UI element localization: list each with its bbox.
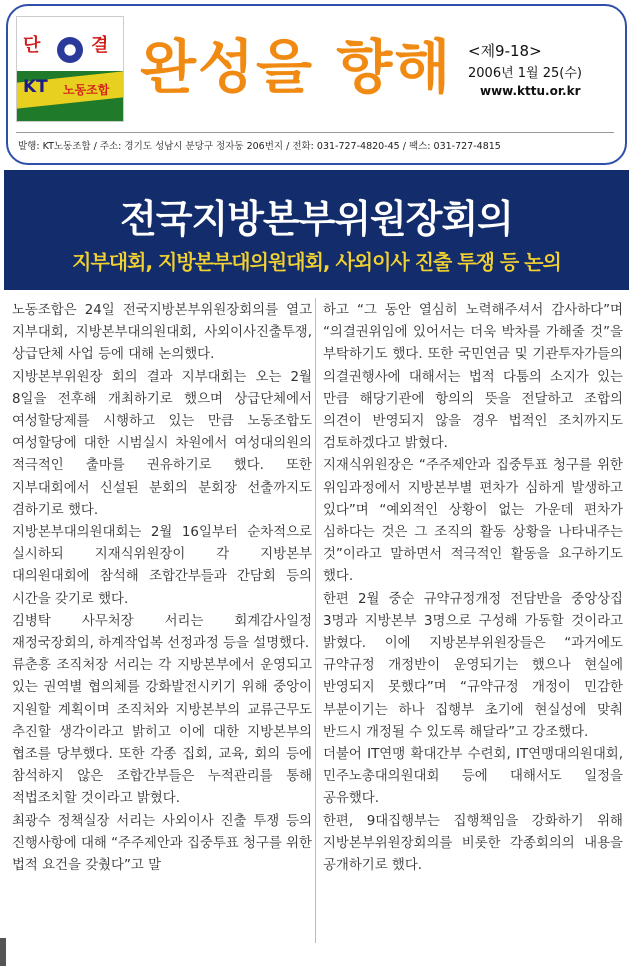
publisher-info: 발행: KT노동조합 / 주소: 경기도 성남시 분당구 정자동 206번지 / 전화: 031-727-4820-45 / 팩스: 031-727-4815 [18,141,501,152]
paragraph: 최광수 정책실장 서리는 사외이사 진출 투쟁 등의 진행사항에 대해 “주주제안과 집중투표 청구를 위한 법적 요건을 갖췄다”고 말 [12,813,312,874]
paragraph: 하고 “그 동안 열심히 노력해주셔서 감사하다”며 “의결권위임에 있어서는 더욱 박차를 가해줄 것”을 부탁하기도 했다. 또한 국민연금 및 기관투자가들의 의결권행사에 대해서는 법적 다툼의 소지가 있는 만큼 해당기관에 항의의 뜻을 전달하고 조합의 의견이 반영되지 않을 경우 법적인 조치까지도 검토하겠다고 밝혔다. [323,303,623,452]
logo-char-right: 결 [91,35,109,56]
website-link[interactable]: www.kttu.or.kr [480,84,581,98]
newsletter-title: 완성을 향해 [140,33,453,101]
paragraph: 한편, 9대집행부는 집행책임을 강화하기 위해 지방본부위원장회의를 비롯한 각종회의의 내용을 공개하기로 했다. [323,813,623,874]
paragraph: 노동조합은 24일 전국지방본부위원장회의를 열고 지부대회, 지방본부대의원대회, 사외이사진출투쟁, 상급단체 사업 등에 대해 논의했다. [12,303,312,363]
paragraph: 지재식위원장은 “주주제안과 집중투표 청구를 위한 위임과정에서 지방본부별 편차가 심하게 발생하고 있다”며 “예외적인 상황이 없는 가운데 편차가 심하다는 것은 그 조직의 활동 상황을 나타내주는 것”이라고 말하면서 적극적인 활동을 요구하기도 했다. [323,458,623,585]
issue-number: <제9-18> [468,42,542,60]
headline-banner [4,170,629,290]
page-edge-mark [0,938,6,966]
paragraph: 지방본부위원장 회의 결과 지부대회는 오는 2월 8일을 전후해 개최하기로 했으며 상급단체에서 여성할당제를 시행하고 있는 만큼 노동조합도 여성할당에 대한 시범실시 차원에서 여성대의원의 적극적인 출마를 권유하기로 했다. 또한 지부대회에서 신설된 분회의 분회장 선출까지도 겸하기로 했다. [12,369,312,518]
paragraph: 류춘흥 조직처장 서리는 각 지방본부에서 운영되고 있는 권역별 협의체를 강화발전시키기 위해 중앙이 지원할 계획이며 조직처와 지방본부의 교류근무도 추진할 생각이라고 밝히고 이에 대한 지방본부의 협조를 당부했다. 또한 각종 집회, 교육, 회의 등에 참석하지 않은 조합간부들은 누적관리를 통해 적법조치할 것이라고 밝혔다. [12,658,312,807]
masthead-divider [16,132,614,133]
paragraph: 지방본부대의원대회는 2월 16일부터 순차적으로 실시하되 지재식위원장이 각 지방본부 대의원대회에 참석해 조합간부들과 간담회 등의 시간을 갖기로 했다. [12,525,312,607]
logo-char-left: 단 [23,35,41,56]
paragraph: 김병탁 사무처장 서리는 회계감사일정 재정국장회의, 하계작업복 선정과정 등을 설명했다. [12,613,312,652]
union-logo [16,16,124,122]
headline-sub: 지부대회, 지방본부대의원대회, 사외이사 진출 투쟁 등 논의 [72,250,561,274]
paragraph: 더불어 IT연맹 확대간부 수련회, IT연맹대의원대회, 민주노총대의원대회 등에 대해서도 일정을 공유했다. [323,747,623,807]
issue-date: 2006년 1월 25(수) [468,66,582,81]
flower-icon [57,37,83,63]
article-right-column [323,300,623,877]
column-divider [315,298,316,943]
logo-union: 노동조합 [63,83,110,97]
article-left-column [12,300,312,877]
headline-main: 전국지방본부위원장회의 [120,197,513,241]
paragraph: 한편 2월 중순 규약규정개정 전담반을 중앙상집 3명과 지방본부 3명으로 구성해 가동할 것이라고 밝혔다. 이에 지방본부위원장들은 “과거에도 규약규정 개정반이 운영되기는 했으나 현실에 반영되지 못했다”며 “규약규정 개정이 민감한 부분이기는 하나 집행부 초기에 현실성에 맞춰 반드시 개정될 수 있도록 해달라”고 강조했다. [323,591,623,740]
logo-kt: KT [23,77,48,97]
